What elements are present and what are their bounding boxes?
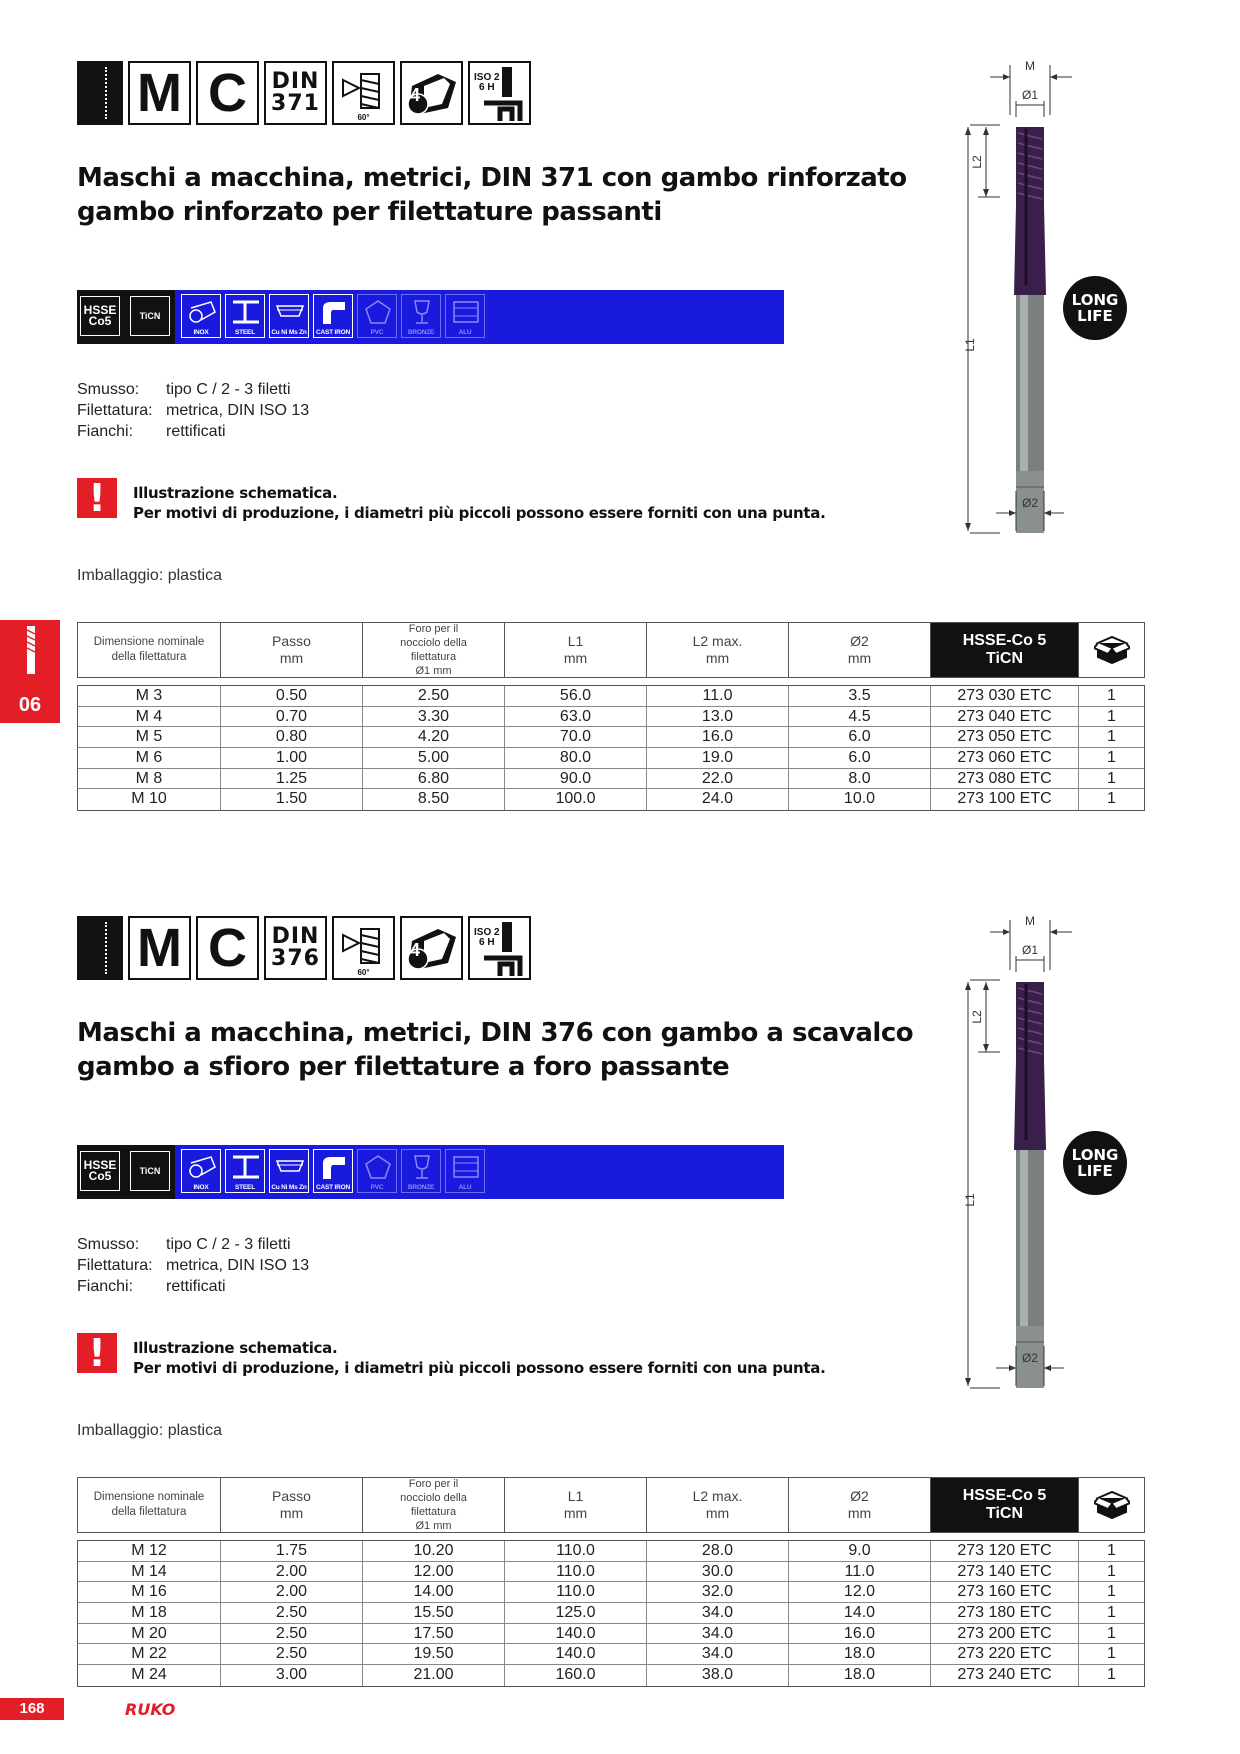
- tap-chapter-icon: [21, 626, 41, 674]
- cell-qty: 1: [1107, 707, 1116, 725]
- table-row: [78, 1665, 1144, 1686]
- ticn-coating-badge: TiCN: [130, 1151, 170, 1191]
- cell-d2: 6.0: [789, 748, 931, 768]
- cell-l1: 80.0: [505, 748, 647, 768]
- material-pvc-icon: PVC: [357, 1149, 397, 1193]
- product-table: [77, 685, 1145, 811]
- col-pitch: Passo mm: [221, 1478, 363, 1532]
- cell-pitch: 0.70: [221, 707, 363, 727]
- cell-d2: 3.5: [789, 686, 931, 706]
- warning-icon: !: [77, 478, 117, 518]
- cell-pitch: 2.00: [221, 1562, 363, 1582]
- cell-dimension: M 3: [78, 686, 221, 706]
- cell-article-code: 273 050 ETC: [931, 727, 1079, 747]
- cell-l2: 22.0: [647, 769, 789, 789]
- col-pitch: Passo mm: [221, 623, 363, 677]
- cell-d2: 11.0: [789, 1562, 931, 1582]
- cell-dimension: M 4: [78, 707, 221, 727]
- long-life-badge: LONG LIFE: [1063, 1131, 1127, 1195]
- cell-qty: 1: [1107, 1624, 1116, 1642]
- cell-dimension: M 14: [78, 1562, 221, 1582]
- svg-text:L1: L1: [963, 1193, 977, 1207]
- cell-l2: 34.0: [647, 1603, 789, 1623]
- cell-l2: 19.0: [647, 748, 789, 768]
- cell-core-hole: 8.50: [363, 789, 505, 810]
- cell-core-hole: 5.00: [363, 748, 505, 768]
- material-bronze-icon: BRONZE: [401, 294, 441, 338]
- cell-pitch: 2.00: [221, 1582, 363, 1602]
- thread-angle-icon: 60°: [332, 916, 395, 980]
- long-life-badge: LONG LIFE: [1063, 276, 1127, 340]
- cell-d2: 16.0: [789, 1624, 931, 1644]
- package-box-icon: [1079, 1478, 1144, 1532]
- spec-list: Smusso: tipo C / 2 - 3 filetti Filettatura: metrica, DIN ISO 13 Fianchi: rettificati: [77, 381, 310, 440]
- cell-qty: 1: [1107, 1604, 1116, 1622]
- svg-text:M: M: [1025, 914, 1035, 928]
- material-suitability-bar: [77, 290, 784, 344]
- cell-l1: 100.0: [505, 789, 647, 810]
- cell-l2: 34.0: [647, 1644, 789, 1664]
- cell-core-hole: 3.30: [363, 707, 505, 727]
- cell-d2: 18.0: [789, 1665, 931, 1686]
- cell-pitch: 1.25: [221, 769, 363, 789]
- svg-text:L2: L2: [970, 1010, 984, 1024]
- packaging-note: Imballaggio: plastica: [77, 567, 222, 584]
- cell-pitch: 1.00: [221, 748, 363, 768]
- cell-dimension: M 6: [78, 748, 221, 768]
- cell-article-code: 273 200 ETC: [931, 1624, 1079, 1644]
- cell-core-hole: 4.20: [363, 727, 505, 747]
- ticn-coating-badge: TiCN: [130, 296, 170, 336]
- chamfer-form-c-icon: C: [196, 916, 259, 980]
- cell-l1: 70.0: [505, 727, 647, 747]
- cell-dimension: M 10: [78, 789, 221, 810]
- material-inox-icon: INOX: [181, 1149, 221, 1193]
- cell-core-hole: 10.20: [363, 1541, 505, 1561]
- material-steel-icon: STEEL: [225, 1149, 265, 1193]
- material-inox-icon: INOX: [181, 294, 221, 338]
- cell-l2: 34.0: [647, 1624, 789, 1644]
- cell-pitch: 0.50: [221, 686, 363, 706]
- table-row: [78, 707, 1144, 728]
- svg-text:L2: L2: [970, 155, 984, 169]
- iso-tolerance-icon: ISO 2 6 H: [468, 916, 531, 980]
- packaging-note: Imballaggio: plastica: [77, 1422, 222, 1439]
- product-title: Maschi a macchina, metrici, DIN 376 con gambo a scavalco gambo a sfioro per filettature a foro passante: [77, 1018, 914, 1082]
- svg-text:Ø1: Ø1: [1021, 88, 1039, 102]
- cell-article-code: 273 030 ETC: [931, 686, 1079, 706]
- cell-qty: 1: [1107, 1645, 1116, 1663]
- material-bronze-icon: BRONZE: [401, 1149, 441, 1193]
- cell-l1: 160.0: [505, 1665, 647, 1686]
- cell-l2: 16.0: [647, 727, 789, 747]
- cell-dimension: M 12: [78, 1541, 221, 1561]
- cell-core-hole: 15.50: [363, 1603, 505, 1623]
- spec-list: Smusso: tipo C / 2 - 3 filetti Filettatura: metrica, DIN ISO 13 Fianchi: rettificati: [77, 1236, 310, 1295]
- col-d2: Ø2 mm: [789, 1478, 931, 1532]
- svg-text:Ø2: Ø2: [1021, 1351, 1039, 1365]
- cell-l2: 24.0: [647, 789, 789, 810]
- cell-dimension: M 22: [78, 1644, 221, 1664]
- cell-pitch: 3.00: [221, 1665, 363, 1686]
- metric-thread-icon: M: [128, 61, 191, 125]
- cell-pitch: 1.75: [221, 1541, 363, 1561]
- table-row: [78, 748, 1144, 769]
- warning-icon: !: [77, 1333, 117, 1373]
- cell-dimension: M 24: [78, 1665, 221, 1686]
- col-l2: L2 max. mm: [647, 623, 789, 677]
- brand-logo: RUKO: [125, 1700, 176, 1719]
- material-cunimszn-icon: Cu Ni Ms Zn: [269, 294, 309, 338]
- table-row: [78, 1603, 1144, 1624]
- cell-qty: 1: [1107, 1583, 1116, 1601]
- cell-article-code: 273 080 ETC: [931, 769, 1079, 789]
- cell-qty: 1: [1107, 790, 1116, 808]
- table-row: [78, 1624, 1144, 1645]
- cell-d2: 8.0: [789, 769, 931, 789]
- cell-l2: 28.0: [647, 1541, 789, 1561]
- table-row: [78, 789, 1144, 810]
- table-row: [78, 1562, 1144, 1583]
- cell-qty: 1: [1107, 687, 1116, 704]
- warning-note: Illustrazione schematica. Per motivi di produzione, i diametri più piccoli possono essere forniti con una punta.: [133, 1339, 826, 1377]
- material-cast-iron-icon: CAST IRON: [313, 294, 353, 338]
- material-steel-icon: STEEL: [225, 294, 265, 338]
- cell-pitch: 2.50: [221, 1624, 363, 1644]
- col-l1: L1 mm: [505, 623, 647, 677]
- package-box-icon: [1079, 623, 1144, 677]
- table-row: [78, 1582, 1144, 1603]
- cell-pitch: 1.50: [221, 789, 363, 810]
- cell-core-hole: 21.00: [363, 1665, 505, 1686]
- cell-core-hole: 17.50: [363, 1624, 505, 1644]
- cell-article-code: 273 140 ETC: [931, 1562, 1079, 1582]
- svg-text:Ø2: Ø2: [1021, 496, 1039, 510]
- cell-d2: 4.5: [789, 707, 931, 727]
- cell-article-code: 273 120 ETC: [931, 1541, 1079, 1561]
- table-row: [78, 769, 1144, 790]
- table-row: [78, 1644, 1144, 1665]
- cell-dimension: M 8: [78, 769, 221, 789]
- cell-l1: 140.0: [505, 1624, 647, 1644]
- material-cunimszn-icon: Cu Ni Ms Zn: [269, 1149, 309, 1193]
- reinforced-shank-icon: [77, 61, 123, 125]
- flutes-count-icon: 4: [400, 916, 463, 980]
- din-standard-icon: DIN 376: [264, 916, 327, 980]
- cell-d2: 18.0: [789, 1644, 931, 1664]
- col-l1: L1 mm: [505, 1478, 647, 1532]
- col-core-hole: Foro per il nocciolo della filettatura Ø1 mm: [363, 1478, 505, 1532]
- cell-l1: 56.0: [505, 686, 647, 706]
- cell-l1: 90.0: [505, 769, 647, 789]
- warning-note: Illustrazione schematica. Per motivi di produzione, i diametri più piccoli possono essere forniti con una punta.: [133, 484, 826, 522]
- table-row: [78, 1541, 1144, 1562]
- cell-qty: 1: [1107, 749, 1116, 767]
- col-d2: Ø2 mm: [789, 623, 931, 677]
- hsse-co5-badge: HSSE Co5: [80, 1151, 120, 1191]
- cell-d2: 9.0: [789, 1541, 931, 1561]
- cell-d2: 6.0: [789, 727, 931, 747]
- cell-qty: 1: [1107, 1666, 1116, 1684]
- cell-dimension: M 5: [78, 727, 221, 747]
- chamfer-form-c-icon: C: [196, 61, 259, 125]
- cell-l2: 32.0: [647, 1582, 789, 1602]
- metric-thread-icon: M: [128, 916, 191, 980]
- cell-l1: 110.0: [505, 1582, 647, 1602]
- col-l2: L2 max. mm: [647, 1478, 789, 1532]
- material-alu-icon: ALU: [445, 294, 485, 338]
- cell-qty: 1: [1107, 728, 1116, 746]
- reinforced-shank-icon: [77, 916, 123, 980]
- product-table: [77, 1540, 1145, 1687]
- flutes-count-icon: 4: [400, 61, 463, 125]
- cell-l1: 110.0: [505, 1562, 647, 1582]
- cell-l2: 13.0: [647, 707, 789, 727]
- col-dimension: Dimensione nominale della filettatura: [78, 1478, 221, 1532]
- cell-core-hole: 2.50: [363, 686, 505, 706]
- cell-pitch: 0.80: [221, 727, 363, 747]
- cell-article-code: 273 240 ETC: [931, 1665, 1079, 1686]
- chapter-tab: 06: [0, 620, 60, 723]
- cell-d2: 12.0: [789, 1582, 931, 1602]
- cell-qty: 1: [1107, 1562, 1116, 1580]
- cell-d2: 14.0: [789, 1603, 931, 1623]
- svg-text:Ø1: Ø1: [1021, 943, 1039, 957]
- cell-l1: 110.0: [505, 1541, 647, 1561]
- cell-pitch: 2.50: [221, 1644, 363, 1664]
- din-standard-icon: DIN 371: [264, 61, 327, 125]
- col-article-code: HSSE-Co 5 TiCN: [931, 623, 1079, 677]
- cell-qty: 1: [1107, 769, 1116, 787]
- table-header: [77, 1477, 1145, 1533]
- material-cast-iron-icon: CAST IRON: [313, 1149, 353, 1193]
- table-row: [78, 727, 1144, 748]
- cell-core-hole: 19.50: [363, 1644, 505, 1664]
- cell-article-code: 273 220 ETC: [931, 1644, 1079, 1664]
- cell-article-code: 273 160 ETC: [931, 1582, 1079, 1602]
- cell-dimension: M 18: [78, 1603, 221, 1623]
- product-title: Maschi a macchina, metrici, DIN 371 con gambo rinforzato gambo rinforzato per filettature passanti: [77, 163, 907, 227]
- cell-l2: 11.0: [647, 686, 789, 706]
- hsse-co5-badge: HSSE Co5: [80, 296, 120, 336]
- cell-core-hole: 6.80: [363, 769, 505, 789]
- cell-dimension: M 20: [78, 1624, 221, 1644]
- cell-article-code: 273 040 ETC: [931, 707, 1079, 727]
- cell-article-code: 273 060 ETC: [931, 748, 1079, 768]
- cell-pitch: 2.50: [221, 1603, 363, 1623]
- material-suitability-bar: [77, 1145, 784, 1199]
- cell-article-code: 273 100 ETC: [931, 789, 1079, 810]
- table-row: [78, 686, 1144, 707]
- svg-text:L1: L1: [963, 338, 977, 352]
- col-article-code: HSSE-Co 5 TiCN: [931, 1478, 1079, 1532]
- cell-core-hole: 14.00: [363, 1582, 505, 1602]
- cell-core-hole: 12.00: [363, 1562, 505, 1582]
- col-core-hole: Foro per il nocciolo della filettatura Ø1 mm: [363, 623, 505, 677]
- col-dimension: Dimensione nominale della filettatura: [78, 623, 221, 677]
- cell-l2: 30.0: [647, 1562, 789, 1582]
- cell-article-code: 273 180 ETC: [931, 1603, 1079, 1623]
- material-pvc-icon: PVC: [357, 294, 397, 338]
- cell-qty: 1: [1107, 1542, 1116, 1559]
- feature-icon-strip: [77, 61, 531, 125]
- table-header: [77, 622, 1145, 678]
- feature-icon-strip: [77, 916, 531, 980]
- iso-tolerance-icon: ISO 2 6 H: [468, 61, 531, 125]
- cell-l2: 38.0: [647, 1665, 789, 1686]
- cell-d2: 10.0: [789, 789, 931, 810]
- page-number: 168: [0, 1698, 64, 1720]
- cell-dimension: M 16: [78, 1582, 221, 1602]
- material-alu-icon: ALU: [445, 1149, 485, 1193]
- cell-l1: 140.0: [505, 1644, 647, 1664]
- cell-l1: 125.0: [505, 1603, 647, 1623]
- svg-text:M: M: [1025, 59, 1035, 73]
- cell-l1: 63.0: [505, 707, 647, 727]
- thread-angle-icon: 60°: [332, 61, 395, 125]
